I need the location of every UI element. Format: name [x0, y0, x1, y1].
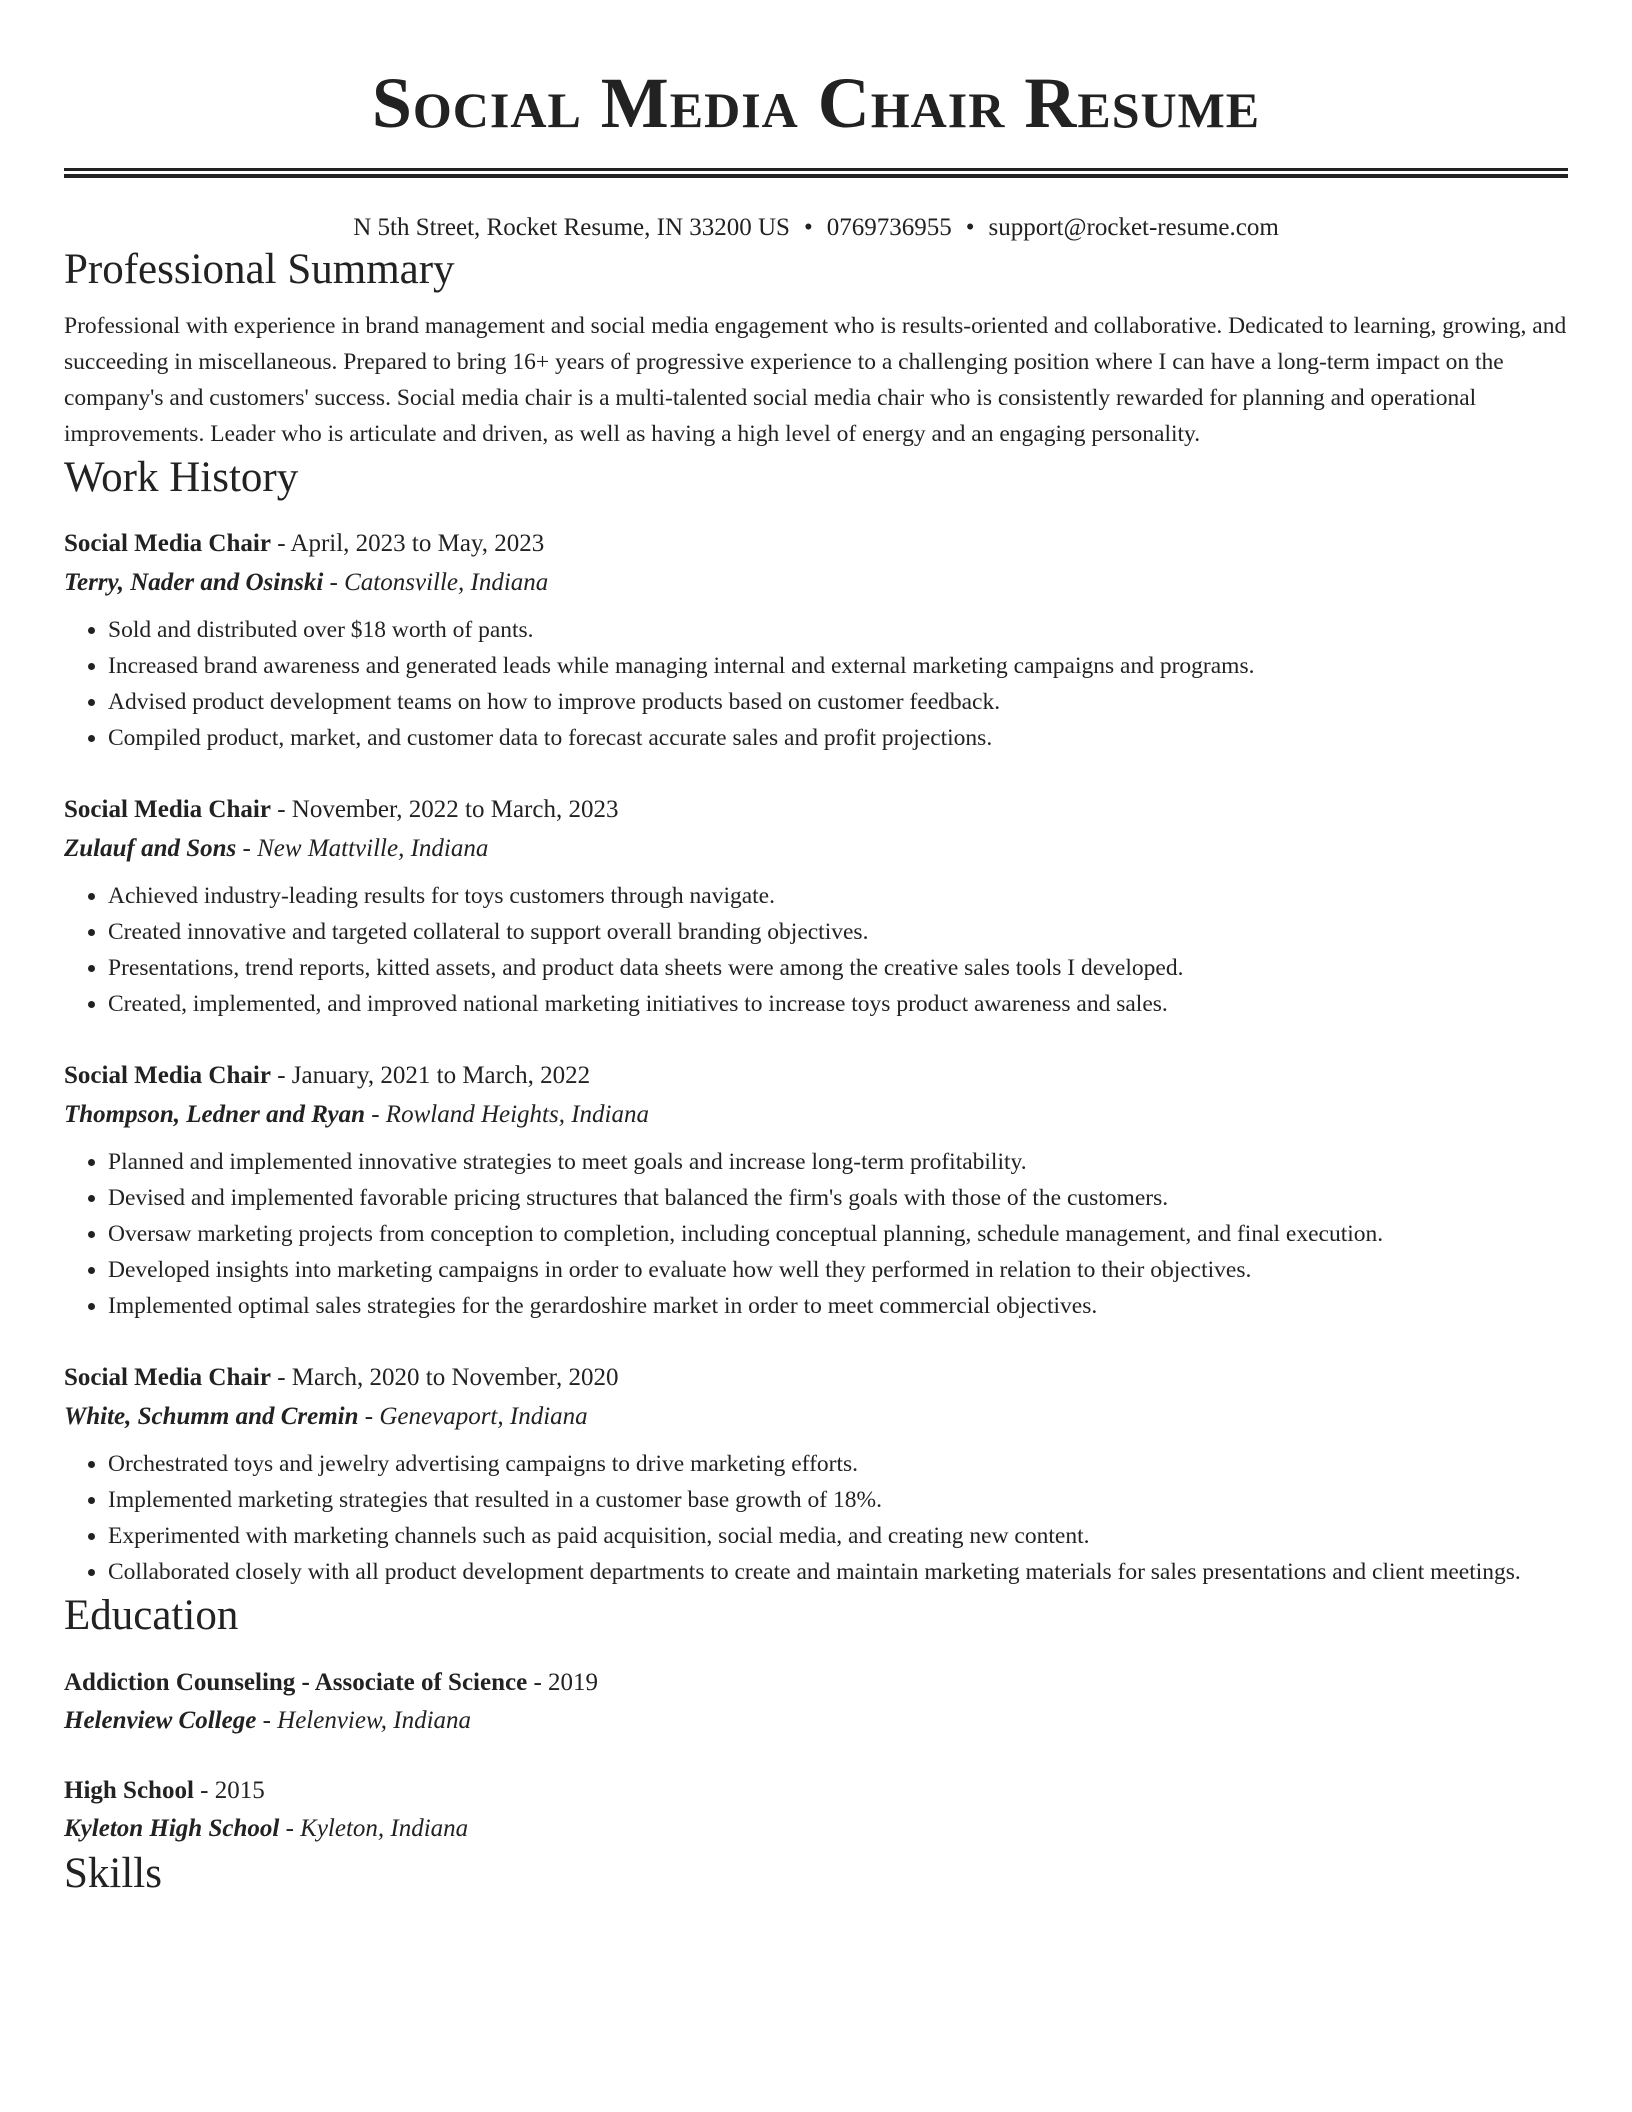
list-item: • Increased brand awareness and generated leads while managing internal and external marketing campaigns and programs. [108, 648, 1568, 684]
list-item: • Implemented optimal sales strategies for the gerardoshire market in order to meet commercial objectives. [108, 1288, 1568, 1324]
contact-phone: 0769736955 [826, 214, 952, 241]
job-location: - Genevaport, Indiana [358, 1403, 588, 1430]
job-dates: - April, 2023 to May, 2023 [270, 530, 545, 557]
education-school: Kyleton High School [64, 1815, 280, 1842]
job-entry [64, 790, 1568, 1022]
job-company: Terry, Nader and Osinski [64, 569, 324, 596]
education-year: - 2019 [527, 1669, 599, 1696]
list-item: • Achieved industry-leading results for toys customers through navigate. [108, 878, 1568, 914]
list-item: • Oversaw marketing projects from conception to completion, including conceptual planning, schedule management, and final execution. [108, 1216, 1568, 1252]
skills-heading: Skills [64, 1850, 162, 1897]
education-degree-line [64, 1664, 1568, 1702]
resume-title: Social Media Chair Resume [371, 63, 1261, 143]
job-bullets [64, 878, 1568, 1022]
job-bullets [64, 1446, 1568, 1590]
education-degree: Addiction Counseling - Associate of Science [64, 1669, 528, 1696]
list-item: • Orchestrated toys and jewelry advertising campaigns to drive marketing efforts. [108, 1446, 1568, 1482]
list-item: • Planned and implemented innovative strategies to meet goals and increase long-term profitability. [108, 1144, 1568, 1180]
summary-heading: Professional Summary [64, 246, 455, 293]
job-header [64, 1358, 1568, 1397]
list-item: • Devised and implemented favorable pricing structures that balanced the firm's goals with those of the customers. [108, 1180, 1568, 1216]
job-company: White, Schumm and Cremin [64, 1403, 359, 1430]
list-item: • Developed insights into marketing campaigns in order to evaluate how well they performed in relation to their objectives. [108, 1252, 1568, 1288]
work-history-heading: Work History [64, 454, 299, 501]
contact-email: support@rocket-resume.com [988, 214, 1279, 241]
job-company-line [64, 1095, 1568, 1134]
list-item: • Created, implemented, and improved national marketing initiatives to increase toys product awareness and sales. [108, 986, 1568, 1022]
education-school-line [64, 1810, 1568, 1848]
job-header [64, 1056, 1568, 1095]
job-company-line [64, 1397, 1568, 1436]
contact-line [64, 212, 1568, 244]
list-item: • Created innovative and targeted collateral to support overall branding objectives. [108, 914, 1568, 950]
education-location: - Helenview, Indiana [256, 1707, 472, 1734]
job-entry [64, 1056, 1568, 1324]
list-item: • Advised product development teams on how to improve products based on customer feedback. [108, 684, 1568, 720]
education-heading: Education [64, 1592, 239, 1639]
job-title: Social Media Chair [64, 530, 271, 557]
job-location: - Rowland Heights, Indiana [364, 1101, 649, 1128]
education-degree: High School [64, 1777, 194, 1804]
job-company-line [64, 829, 1568, 868]
job-location: - Catonsville, Indiana [323, 569, 549, 596]
contact-separator: • [965, 214, 975, 241]
title-divider [64, 168, 1568, 178]
contact-address: N 5th Street, Rocket Resume, IN 33200 US [353, 214, 790, 241]
contact-separator: • [803, 214, 813, 241]
education-entry [64, 1664, 1568, 1740]
education-entry [64, 1772, 1568, 1848]
job-company-line [64, 563, 1568, 602]
education-degree-line [64, 1772, 1568, 1810]
job-header [64, 790, 1568, 829]
job-title: Social Media Chair [64, 1062, 271, 1089]
list-item: • Collaborated closely with all product development departments to create and maintain marketing materials for sales presentations and client meetings. [108, 1554, 1568, 1590]
list-item: • Compiled product, market, and customer data to forecast accurate sales and profit projections. [108, 720, 1568, 756]
job-title: Social Media Chair [64, 796, 271, 823]
job-dates: - March, 2020 to November, 2020 [270, 1364, 619, 1391]
job-entry [64, 524, 1568, 756]
list-item: • Presentations, trend reports, kitted assets, and product data sheets were among the creative sales tools I developed. [108, 950, 1568, 986]
job-company: Zulauf and Sons [64, 835, 237, 862]
job-bullets [64, 1144, 1568, 1324]
job-bullets [64, 612, 1568, 756]
job-location: - New Mattville, Indiana [236, 835, 489, 862]
job-dates: - November, 2022 to March, 2023 [270, 796, 619, 823]
list-item: • Experimented with marketing channels such as paid acquisition, social media, and creating new content. [108, 1518, 1568, 1554]
education-school-line [64, 1702, 1568, 1740]
job-header [64, 524, 1568, 563]
list-item: • Implemented marketing strategies that resulted in a customer base growth of 18%. [108, 1482, 1568, 1518]
list-item: • Sold and distributed over $18 worth of pants. [108, 612, 1568, 648]
job-title: Social Media Chair [64, 1364, 271, 1391]
job-company: Thompson, Ledner and Ryan [64, 1101, 365, 1128]
summary-text: Professional with experience in brand management and social media engagement who is results-oriented and collaborative. Dedicated to learning, growing, and succeeding in miscellaneous. Prepared to bring 16+ years of progressive experience to a challenging position where I can have a long-term impact on the company's and customers' success. Social media chair is a multi-talented social media chair who is consistently rewarded for planning and operational improvements. Leader who is articulate and driven, as well as having a high level of energy and an engaging personality. [64, 313, 1567, 447]
education-year: - 2015 [193, 1777, 265, 1804]
education-location: - Kyleton, Indiana [279, 1815, 469, 1842]
job-entry [64, 1358, 1568, 1590]
education-school: Helenview College [64, 1707, 257, 1734]
job-dates: - January, 2021 to March, 2022 [270, 1062, 591, 1089]
